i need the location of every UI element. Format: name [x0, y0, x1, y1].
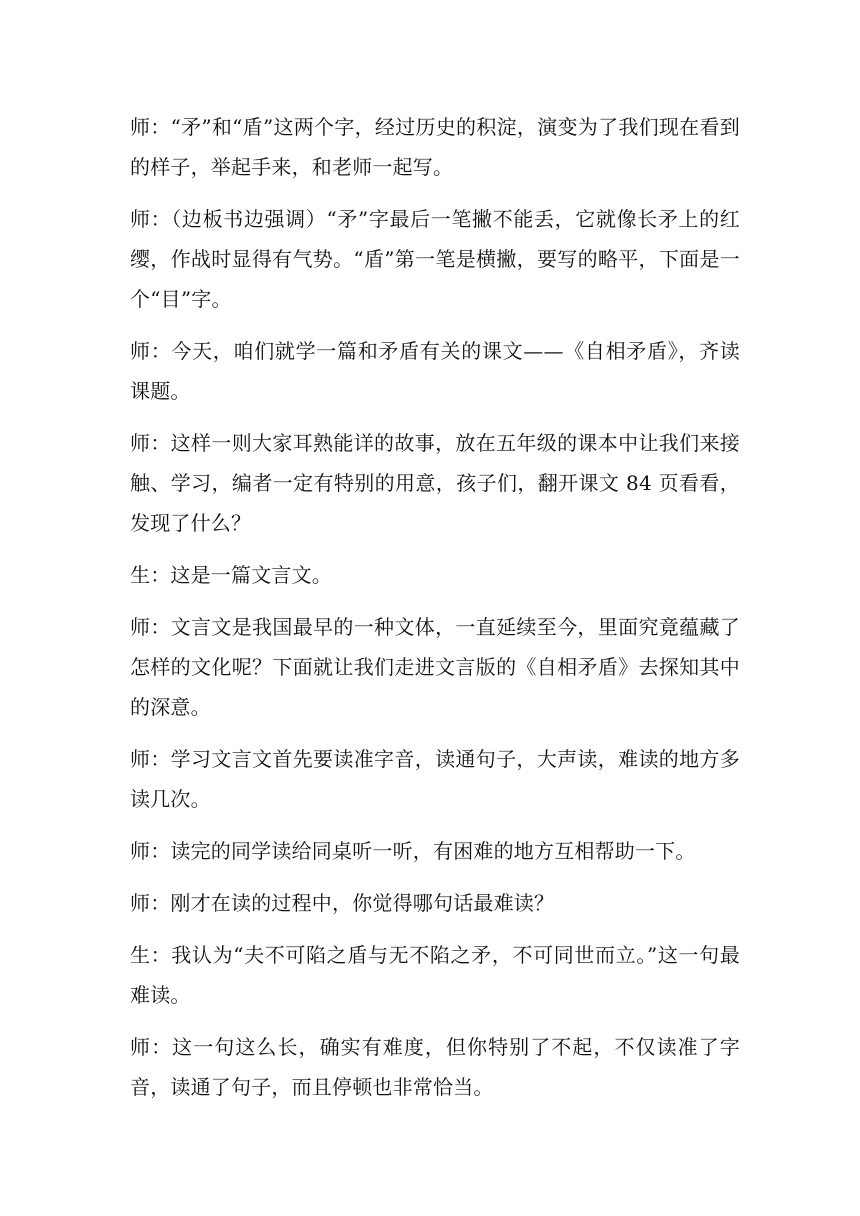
- paragraph-5: 生：这是一篇文言文。: [130, 563, 332, 587]
- paragraph-2: 师：（边板书边强调）“矛”字最后一笔撇不能丢，它就像长矛上的红缨，作战时显得有气势。“盾”第一笔是横撇，要写的略平，下面是一个“目”字。: [130, 207, 740, 311]
- paragraph-3: 师：今天，咱们就学一篇和矛盾有关的课文——《自相矛盾》，齐读课题。: [130, 339, 740, 403]
- paragraph-9: 师：刚才在读的过程中，你觉得哪句话最难读？: [130, 891, 555, 915]
- lesson-transcript: [130, 107, 740, 1119]
- paragraph-7: 师：学习文言文首先要读准字音，读通句子，大声读，难读的地方多读几次。: [130, 747, 740, 811]
- paragraph-6: 师：文言文是我国最早的一种文体，一直延续至今，里面究竟蕴藏了怎样的文化呢？下面就让我们走进文言版的《自相矛盾》去探知其中的深意。: [130, 615, 740, 719]
- paragraph-8: 师：读完的同学读给同桌听一听，有困难的地方互相帮助一下。: [130, 839, 696, 863]
- paragraph-11: 师：这一句这么长，确实有难度，但你特别了不起，不仅读准了字音，读通了句子，而且停顿也非常恰当。: [130, 1035, 740, 1099]
- paragraph-1: 师：“矛”和“盾”这两个字，经过历史的积淀，演变为了我们现在看到的样子，举起手来，和老师一起写。: [130, 115, 740, 179]
- paragraph-4: 师：这样一则大家耳熟能详的故事，放在五年级的课本中让我们来接触、学习，编者一定有特别的用意，孩子们，翻开课文 84 页看看，发现了什么？: [130, 431, 740, 535]
- paragraph-10: 生：我认为“夫不可陷之盾与无不陷之矛，不可同世而立。”这一句最难读。: [130, 943, 740, 1007]
